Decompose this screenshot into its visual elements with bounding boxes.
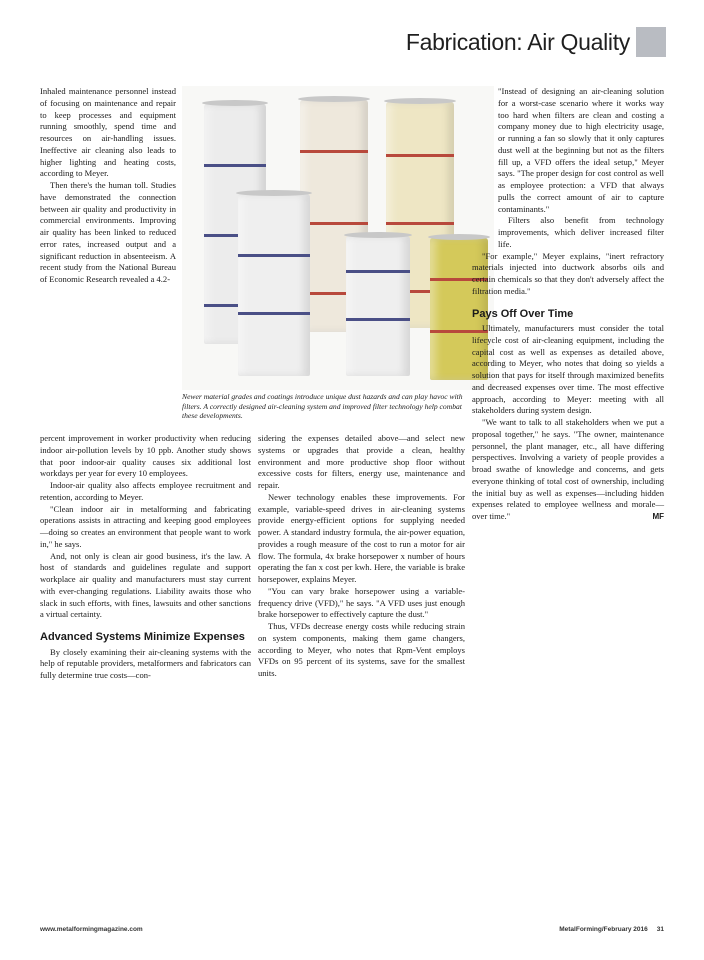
filter-cartridges-photo <box>182 86 494 390</box>
header-color-block <box>636 27 666 57</box>
paragraph-text: "We want to talk to all stakeholders when we put a proposal together," he says. "The owner, maintenance personnel, the plant manager, etc., all have differing perspectives. Involving a variety of people provides a broad swathe of knowledge and concerns, and gets everyone thinking of total cost of ownership, including the initial buy as well as expenses—including hidden expenses related to employee wellness and morale—over time." <box>472 417 664 521</box>
paragraph: percent improvement in worker productivity when reducing indoor air-pollution levels by 10 ppb. Another study shows that poor indoor-air quality causes six additional lost workdays per year for every 10 employees. <box>40 433 251 479</box>
paragraph: Indoor-air quality also affects employee recruitment and retention, according to Meyer. <box>40 480 251 502</box>
footer-url: www.metalformingmagazine.com <box>40 926 143 933</box>
paragraph: Newer technology enables these improvements. For example, variable-speed drives in air-cleaning systems provide energy-efficient options for supplying needed power. A standard industry formula, the air-power equation, provides a rough measure of the cost to run a motor for air flow. The formula, 4x brake horsepower x number of hours operating the fan x cost per kwh. Here, the variable is brake horsepower, explains Meyer. <box>258 491 465 584</box>
photo-caption: Newer material grades and coatings introduce unique dust hazards and can play havoc with filters. A correctly designed air-cleaning system and improved filter technology help combat these developments. <box>182 392 463 421</box>
footer-issue-page: MetalForming/February 2016 31 <box>559 926 664 933</box>
subheading: Advanced Systems Minimize Expenses <box>40 631 245 643</box>
paragraph: Ultimately, manufacturers must consider the total lifecycle cost of air-cleaning equipment, including the capital cost as well as expenses as detailed above, according to Meyer, who notes that doing so yields a solution that pays for itself through maximized benefits and decreased expenses over time. The most effective approach, according to Meyer: meeting with all stakeholders during system design. <box>472 323 664 416</box>
paragraph: sidering the expenses detailed above—and select new systems or upgrades that provide a clean, healthy environment and more productive shop floor without excessive costs for filters, energy use, maintenance and repair. <box>258 433 465 490</box>
column-1-bottom <box>40 433 251 682</box>
subheading: Pays Off Over Time <box>472 307 574 320</box>
column-1-top <box>40 86 176 286</box>
paragraph <box>472 417 664 523</box>
paragraph: "You can vary brake horsepower using a variable-frequency drive (VFD)," he says. "A VFD uses just enough brake horsepower to effectively capture the dust." <box>258 585 465 620</box>
paragraph: Thus, VFDs decrease energy costs while reducing strain on system components, making them game changers, according to Meyer, who notes that Rpm-Vent employs VFDs on 95 percent of its systems, save for the smallest units. <box>258 621 465 678</box>
column-2 <box>258 433 465 680</box>
paragraph: Then there's the human toll. Studies have demonstrated the connection between air quality and productivity in commercial environments. Improving air quality has been linked to reduced error rates, increased output and a significant reduction in absenteeism. A recent study from the National Bureau of Economic Research revealed a 4.2- <box>40 180 176 284</box>
paragraph: "Clean indoor air in metalforming and fabricating operations assists in attracting and keeping good employees—doing so creates an environment that people want to work in," he says. <box>40 503 251 549</box>
paragraph: By closely examining their air-cleaning systems with the help of reputable providers, metalformers and fabricators can fully determine true costs—con- <box>40 646 251 680</box>
filter-cartridge-white <box>238 194 310 376</box>
page-header <box>406 24 666 60</box>
section-title: Fabrication: Air Quality <box>405 28 630 55</box>
paragraph: Filters also benefit from technology improvements, which deliver increased filter life. <box>498 215 664 249</box>
end-mark: MF <box>652 512 664 521</box>
paragraph: And, not only is clean air good business, it's the law. A host of standards and guidelines regulate and support workplace air quality and manufacturers must stay current with ever-changing regulations. Liability awaits those who slack in such efforts, with fines, lawsuits and other sanctions a virtual certainty. <box>40 550 251 620</box>
paragraph: "For example," Meyer explains, "inert refractory materials injected into ductwork absorbs oils and certain chemicals so that they don't adversely affect the filtration media." <box>472 250 664 296</box>
paragraph: Inhaled maintenance personnel instead of focusing on maintenance and repair to keep processes and equipment running smoothly, spend time and resources on air-handling issues. Ineffective air cleaning also leads to higher lighting and heating costs, according to Meyer. <box>40 86 176 179</box>
filter-cartridge-white <box>346 236 410 376</box>
paragraph: "Instead of designing an air-cleaning solution for a worst-case scenario where it works way too hard when filters are clean and costing a company money due to high electricity usage, or running a fan so slowly that it only captures dust well at the beginning but not as the filters fill up, a VFD offers the ideal setup," Meyer says. "The proper design for cost control as well as employee protection: a VFD that always pulls the correct amount of air to capture contaminants." <box>498 86 664 214</box>
column-3 <box>472 86 664 523</box>
